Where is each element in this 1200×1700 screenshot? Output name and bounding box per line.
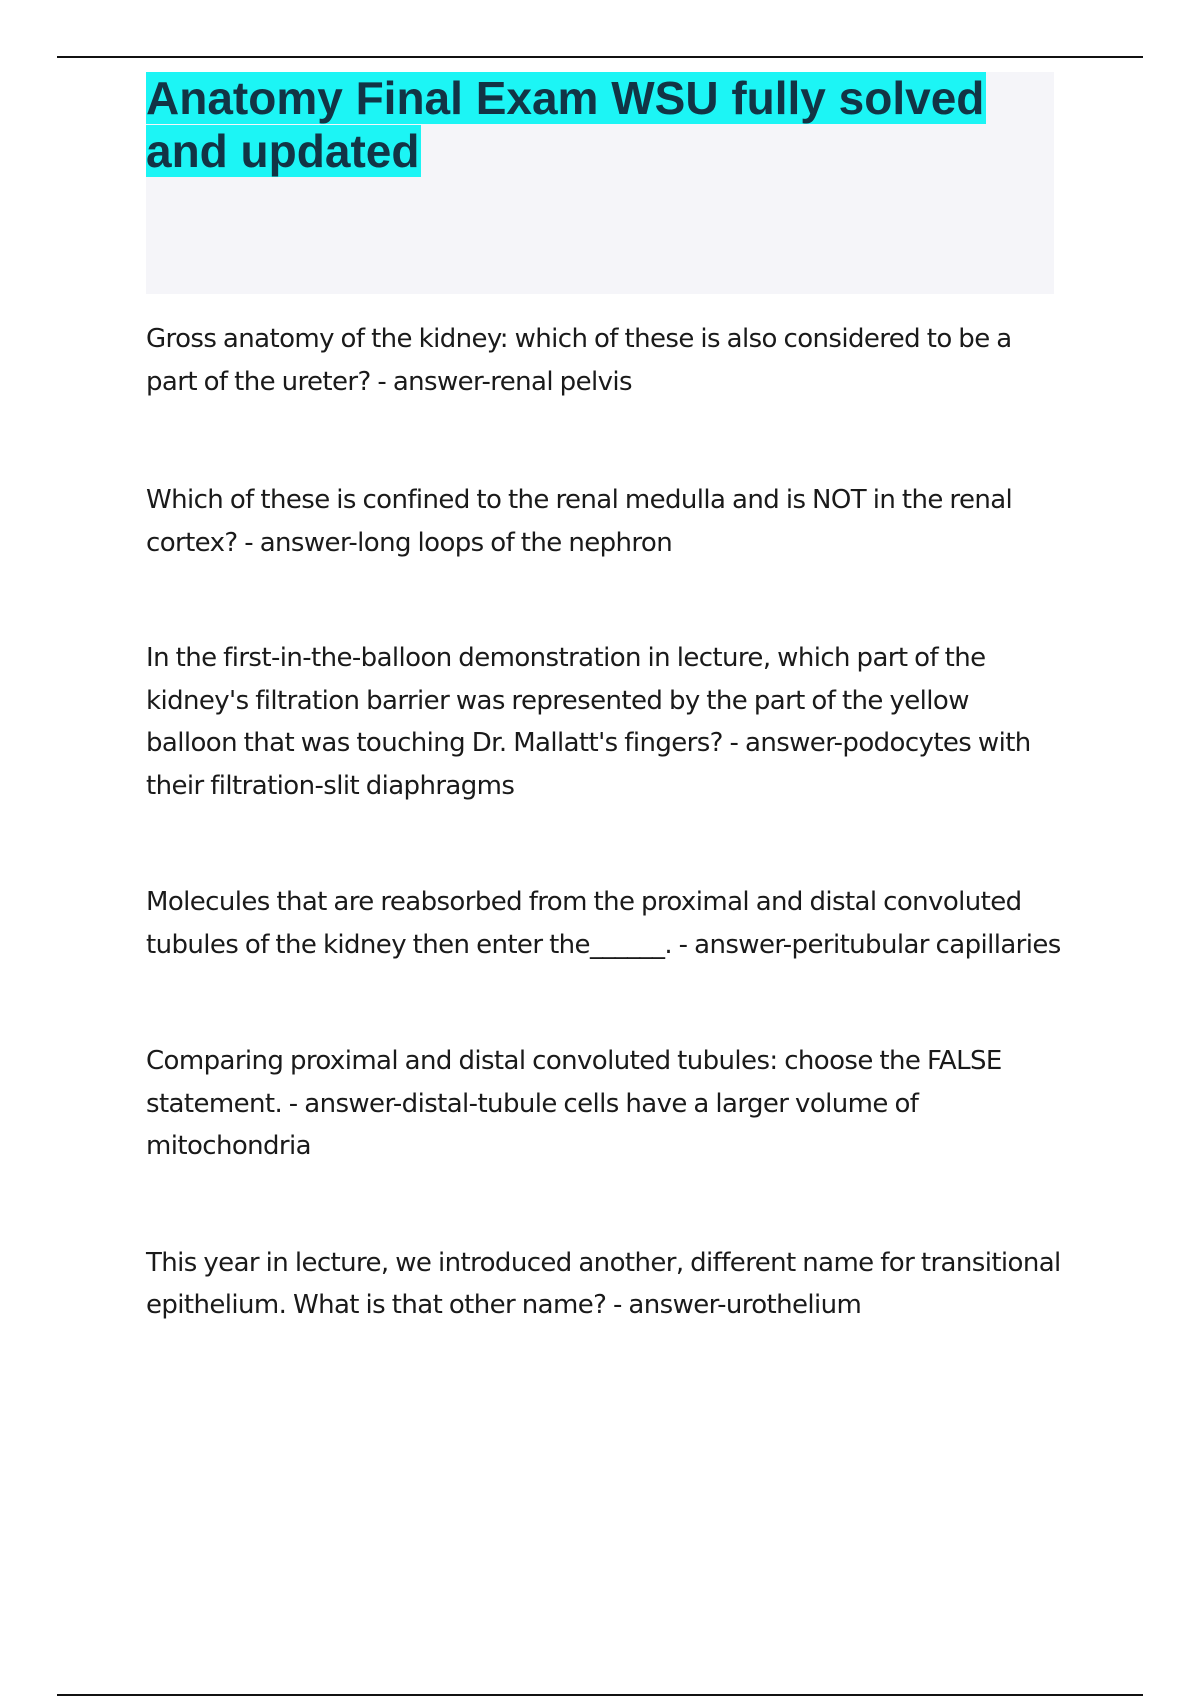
question-answer-item: In the first-in-the-balloon demonstration in lecture, which part of the kidney's filtration barrier was represented by the part of the yellow balloon that was touching Dr. Mallatt's fingers? - answer-podocytes with their filtration-slit diaphragms — [146, 643, 1031, 801]
document-title-text: Anatomy Final Exam WSU fully solved and updated — [146, 72, 985, 177]
question-answer-list — [146, 318, 1061, 1327]
top-rule — [57, 56, 1143, 58]
question-answer-item: Molecules that are reabsorbed from the proximal and distal convoluted tubules of the kidney then enter the______. - answer-peritubular capillaries — [146, 887, 1061, 960]
document-title — [146, 72, 1054, 178]
question-answer-item: Comparing proximal and distal convoluted tubules: choose the FALSE statement. - answer-distal-tubule cells have a larger volume of mitochondria — [146, 1046, 1002, 1161]
title-box — [146, 72, 1054, 294]
bottom-rule — [57, 1694, 1143, 1696]
question-answer-item: Gross anatomy of the kidney: which of these is also considered to be a part of the ureter? - answer-renal pelvis — [146, 324, 1012, 397]
question-answer-item: Which of these is confined to the renal medulla and is NOT in the renal cortex? - answer-long loops of the nephron — [146, 485, 1013, 558]
question-answer-item: This year in lecture, we introduced another, different name for transitional epithelium. What is that other name? - answer-urothelium — [146, 1247, 1061, 1320]
